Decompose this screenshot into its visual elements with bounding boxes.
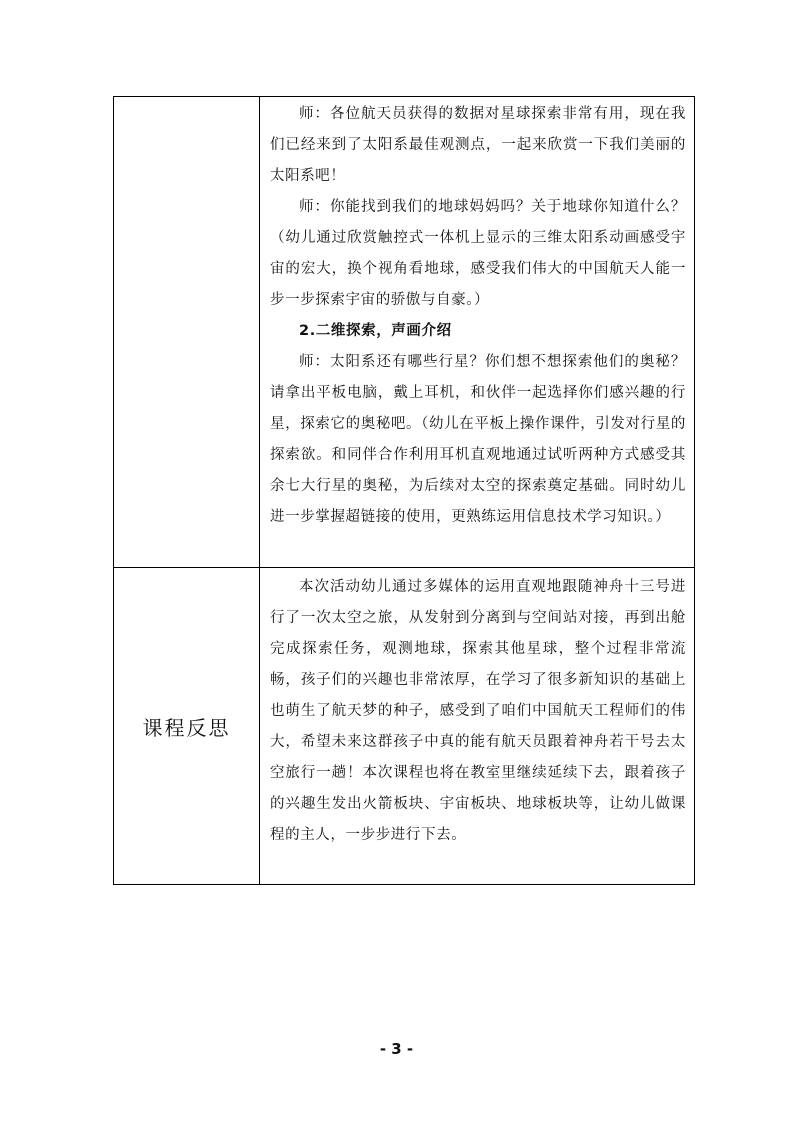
table-row	[114, 97, 695, 568]
row-content-cell	[260, 97, 695, 568]
paragraph: 师：你能找到我们的地球妈妈吗？关于地球你知道什么？（幼儿通过欣赏触控式一体机上显示的三维太阳系动画感受宇宙的宏大，换个视角看地球，感受我们伟大的中国航天人能一步一步探索宇宙的骄傲与自豪。）	[270, 199, 686, 308]
row-label: 课程反思	[142, 715, 231, 740]
row-label-cell	[114, 97, 260, 568]
table-row	[114, 568, 695, 885]
row-content-cell	[260, 568, 695, 885]
paragraph: 本次活动幼儿通过多媒体的运用直观地跟随神舟十三号进行了一次太空之旅，从发射到分离到与空间站对接，再到出舱完成探索任务，观测地球，探索其他星球，整个过程非常流畅，孩子们的兴趣也非常浓厚，在学习了很多新知识的基础上也萌生了航天梦的种子，感受到了咱们中国航天工程师们的伟大，希望未来这群孩子中真的能有航天员跟着神舟若干号去太空旅行一趟！本次课程也将在教室里继续延续下去，跟着孩子的兴趣生发出火箭板块、宇宙板块、地球板块等，让幼儿做课程的主人，一步步进行下去。	[270, 579, 686, 843]
paragraph: 师：太阳系还有哪些行星？你们想不想探索他们的奥秘？请拿出平板电脑，戴上耳机，和伙伴一起选择你们感兴趣的行星，探索它的奥秘吧。（幼儿在平板上操作课件，引发对行星的探索欲。和同伴合作利用耳机直观地通过试听两种方式感受其余七大行星的奥秘，为后续对太空的探索奠定基础。同时幼儿进一步掌握超链接的使用，更熟练运用信息技术学习知识。）	[270, 354, 686, 525]
paragraph: 师：各位航天员获得的数据对星球探索非常有用，现在我们已经来到了太阳系最佳观测点，一起来欣赏一下我们美丽的太阳系吧！	[270, 106, 686, 184]
row-label-cell	[114, 568, 260, 885]
lesson-table	[113, 96, 695, 885]
page-number: - 3 -	[379, 1040, 414, 1058]
section-heading: 2.二维探索，声画介绍	[299, 323, 452, 339]
